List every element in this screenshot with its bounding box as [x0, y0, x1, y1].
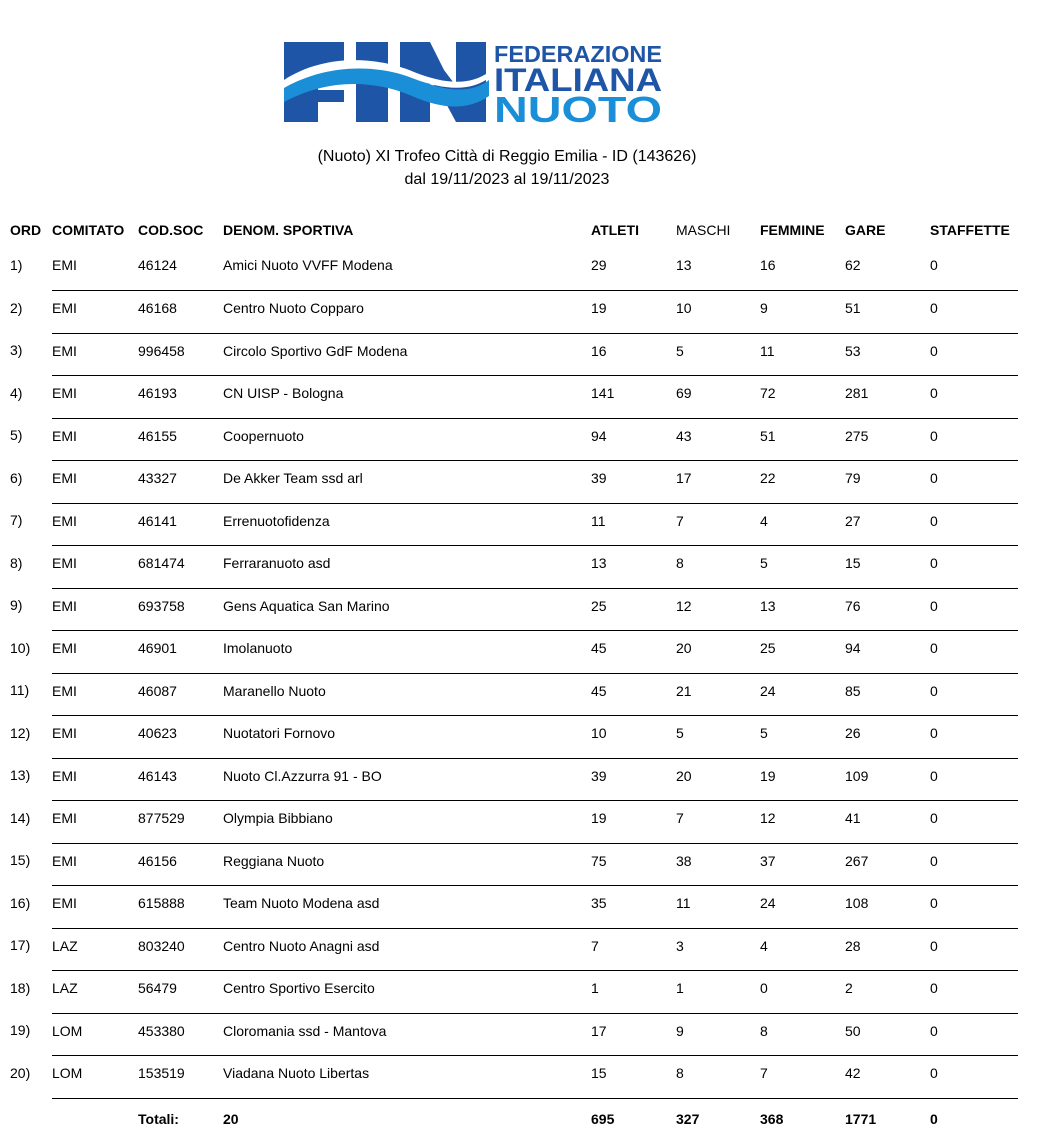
cell-cod-soc: 803240 — [138, 928, 223, 971]
table-row — [10, 928, 1018, 971]
cell-staffette: 0 — [930, 546, 1018, 589]
cell-atleti: 39 — [591, 461, 676, 504]
cell-denom: Nuoto Cl.Azzurra 91 - BO — [223, 758, 591, 801]
cell-maschi: 10 — [676, 291, 760, 334]
table-row — [10, 291, 1018, 334]
table-header — [10, 212, 1018, 248]
totals-atleti: 695 — [591, 1110, 615, 1127]
cell-ord: 15) — [10, 852, 31, 868]
totals-femmine: 368 — [760, 1110, 784, 1127]
cell-cod-soc: 46156 — [138, 843, 223, 886]
cell-gare: 76 — [845, 588, 930, 631]
cell-maschi: 5 — [676, 716, 760, 759]
cell-atleti: 35 — [591, 886, 676, 929]
cell-femmine: 25 — [760, 631, 845, 674]
meet-dates: dal 19/11/2023 al 19/11/2023 — [404, 171, 610, 188]
cell-ord: 7) — [10, 512, 23, 528]
cell-ord: 12) — [10, 724, 31, 741]
cell-ord: 8) — [10, 554, 23, 571]
cell-gare: 108 — [845, 886, 930, 929]
cell-staffette: 0 — [930, 461, 1018, 504]
cell-femmine: 11 — [760, 333, 845, 376]
cell-comitato: EMI — [52, 376, 138, 419]
table-row — [10, 503, 1018, 546]
cell-maschi: 69 — [676, 376, 760, 419]
cell-maschi: 7 — [676, 503, 760, 546]
cell-femmine: 12 — [760, 801, 845, 844]
cell-femmine: 24 — [760, 886, 845, 929]
cell-atleti: 75 — [591, 843, 676, 886]
cell-atleti: 7 — [591, 928, 676, 971]
cell-staffette: 0 — [930, 248, 1018, 291]
cell-atleti: 10 — [591, 716, 676, 759]
cell-staffette: 0 — [930, 673, 1018, 716]
cell-denom: Amici Nuoto VVFF Modena — [223, 248, 591, 291]
cell-cod-soc: 877529 — [138, 801, 223, 844]
cell-femmine: 8 — [760, 1013, 845, 1056]
cell-staffette: 0 — [930, 333, 1018, 376]
cell-ord: 19) — [10, 1022, 31, 1038]
cell-atleti: 141 — [591, 376, 676, 419]
table-row — [10, 1056, 1018, 1099]
totals-societa: 20 — [223, 1110, 239, 1127]
table-row — [10, 758, 1018, 801]
cell-femmine: 4 — [760, 928, 845, 971]
col-denom-sportiva: DENOM. SPORTIVA — [223, 222, 354, 238]
cell-maschi: 17 — [676, 461, 760, 504]
cell-gare: 275 — [845, 418, 930, 461]
table-row — [10, 418, 1018, 461]
cell-comitato: EMI — [52, 461, 138, 504]
cell-cod-soc: 46155 — [138, 418, 223, 461]
logo-text-federazione: FEDERAZIONE — [494, 41, 662, 67]
cell-maschi: 9 — [676, 1013, 760, 1056]
table-row — [10, 248, 1018, 291]
cell-gare: 2 — [845, 971, 930, 1014]
cell-ord: 11) — [10, 682, 30, 698]
table-row — [10, 376, 1018, 419]
cell-staffette: 0 — [930, 843, 1018, 886]
cell-gare: 267 — [845, 843, 930, 886]
cell-femmine: 16 — [760, 248, 845, 291]
cell-atleti: 11 — [591, 503, 676, 546]
cell-femmine: 72 — [760, 376, 845, 419]
cell-ord: 13) — [10, 767, 31, 783]
cell-denom: Cloromania ssd - Mantova — [223, 1013, 591, 1056]
cell-denom: Centro Sportivo Esercito — [223, 971, 591, 1014]
table-row — [10, 631, 1018, 674]
cell-denom: Reggiana Nuoto — [223, 843, 591, 886]
totals-label: Totali: — [138, 1110, 179, 1127]
table-row — [10, 588, 1018, 631]
cell-gare: 42 — [845, 1056, 930, 1099]
cell-staffette: 0 — [930, 1056, 1018, 1099]
cell-femmine: 7 — [760, 1056, 845, 1099]
cell-ord: 14) — [10, 809, 31, 826]
col-comitato: COMITATO — [52, 222, 125, 238]
cell-gare: 109 — [845, 758, 930, 801]
cell-denom: Nuotatori Fornovo — [223, 716, 591, 759]
cell-staffette: 0 — [930, 758, 1018, 801]
cell-gare: 28 — [845, 928, 930, 971]
cell-cod-soc: 153519 — [138, 1056, 223, 1099]
cell-cod-soc: 615888 — [138, 886, 223, 929]
cell-comitato: EMI — [52, 801, 138, 844]
cell-cod-soc: 56479 — [138, 971, 223, 1014]
cell-atleti: 19 — [591, 291, 676, 334]
cell-staffette: 0 — [930, 716, 1018, 759]
cell-staffette: 0 — [930, 588, 1018, 631]
cell-staffette: 0 — [930, 971, 1018, 1014]
cell-staffette: 0 — [930, 886, 1018, 929]
cell-staffette: 0 — [930, 418, 1018, 461]
cell-atleti: 39 — [591, 758, 676, 801]
cell-femmine: 9 — [760, 291, 845, 334]
cell-ord: 17) — [10, 937, 31, 953]
cell-ord: 10) — [10, 639, 31, 656]
table-row — [10, 886, 1018, 929]
cell-comitato: EMI — [52, 546, 138, 589]
cell-femmine: 51 — [760, 418, 845, 461]
cell-denom: Centro Nuoto Anagni asd — [223, 928, 591, 971]
cell-denom: Olympia Bibbiano — [223, 801, 591, 844]
cell-ord: 4) — [10, 384, 23, 401]
col-ord: ORD — [10, 222, 42, 238]
cell-gare: 50 — [845, 1013, 930, 1056]
cell-atleti: 17 — [591, 1013, 676, 1056]
cell-staffette: 0 — [930, 376, 1018, 419]
cell-denom: Ferraranuoto asd — [223, 546, 591, 589]
cell-comitato: EMI — [52, 716, 138, 759]
cell-femmine: 5 — [760, 716, 845, 759]
cell-maschi: 11 — [676, 886, 760, 929]
cell-gare: 15 — [845, 546, 930, 589]
cell-atleti: 15 — [591, 1056, 676, 1099]
cell-cod-soc: 40623 — [138, 716, 223, 759]
cell-atleti: 45 — [591, 631, 676, 674]
cell-ord: 16) — [10, 894, 31, 911]
cell-gare: 51 — [845, 291, 930, 334]
cell-ord: 3) — [10, 342, 23, 358]
cell-denom: Viadana Nuoto Libertas — [223, 1056, 591, 1099]
logo-text-nuoto: NUOTO — [494, 89, 662, 124]
cell-ord: 9) — [10, 597, 23, 613]
table-row — [10, 461, 1018, 504]
col-cod-soc: COD.SOC — [138, 222, 204, 238]
cell-ord: 18) — [10, 979, 31, 996]
cell-staffette: 0 — [930, 1013, 1018, 1056]
cell-femmine: 19 — [760, 758, 845, 801]
cell-denom: Errenuotofidenza — [223, 503, 591, 546]
cell-denom: CN UISP - Bologna — [223, 376, 591, 419]
cell-staffette: 0 — [930, 503, 1018, 546]
table-row — [10, 1013, 1018, 1056]
table-row — [10, 673, 1018, 716]
totals-row — [10, 1098, 1018, 1138]
cell-staffette: 0 — [930, 801, 1018, 844]
cell-ord: 6) — [10, 469, 23, 486]
cell-atleti: 1 — [591, 971, 676, 1014]
cell-maschi: 20 — [676, 631, 760, 674]
totals-staffette: 0 — [930, 1110, 938, 1127]
cell-cod-soc: 453380 — [138, 1013, 223, 1056]
meet-title: (Nuoto) XI Trofeo Città di Reggio Emilia - ID (143626) — [317, 148, 697, 165]
cell-femmine: 22 — [760, 461, 845, 504]
cell-staffette: 0 — [930, 928, 1018, 971]
table-row — [10, 546, 1018, 589]
cell-comitato: EMI — [52, 418, 138, 461]
cell-gare: 62 — [845, 248, 930, 291]
cell-cod-soc: 46141 — [138, 503, 223, 546]
cell-cod-soc: 46087 — [138, 673, 223, 716]
cell-atleti: 29 — [591, 248, 676, 291]
table-row — [10, 801, 1018, 844]
results-table — [10, 212, 1018, 1138]
cell-gare: 85 — [845, 673, 930, 716]
logo-text-italiana: ITALIANA — [494, 62, 662, 98]
cell-maschi: 20 — [676, 758, 760, 801]
cell-gare: 79 — [845, 461, 930, 504]
totals-maschi: 327 — [676, 1110, 700, 1127]
cell-comitato: EMI — [52, 333, 138, 376]
cell-gare: 26 — [845, 716, 930, 759]
cell-maschi: 8 — [676, 546, 760, 589]
cell-cod-soc: 46901 — [138, 631, 223, 674]
cell-cod-soc: 996458 — [138, 333, 223, 376]
cell-staffette: 0 — [930, 631, 1018, 674]
cell-cod-soc: 46124 — [138, 248, 223, 291]
cell-denom: Maranello Nuoto — [223, 673, 591, 716]
cell-staffette: 0 — [930, 291, 1018, 334]
cell-gare: 27 — [845, 503, 930, 546]
cell-maschi: 3 — [676, 928, 760, 971]
cell-cod-soc: 46143 — [138, 758, 223, 801]
cell-maschi: 7 — [676, 801, 760, 844]
cell-maschi: 5 — [676, 333, 760, 376]
col-staffette: STAFFETTE — [930, 222, 1010, 238]
cell-atleti: 25 — [591, 588, 676, 631]
cell-gare: 53 — [845, 333, 930, 376]
cell-comitato: LAZ — [52, 971, 138, 1014]
cell-denom: Circolo Sportivo GdF Modena — [223, 333, 591, 376]
cell-maschi: 43 — [676, 418, 760, 461]
cell-denom: Team Nuoto Modena asd — [223, 886, 591, 929]
cell-femmine: 24 — [760, 673, 845, 716]
cell-cod-soc: 693758 — [138, 588, 223, 631]
cell-maschi: 21 — [676, 673, 760, 716]
cell-gare: 41 — [845, 801, 930, 844]
cell-femmine: 0 — [760, 971, 845, 1014]
cell-comitato: EMI — [52, 588, 138, 631]
col-atleti: ATLETI — [591, 222, 639, 238]
table-row — [10, 971, 1018, 1014]
cell-comitato: EMI — [52, 886, 138, 929]
cell-comitato: EMI — [52, 291, 138, 334]
cell-comitato: LOM — [52, 1056, 138, 1099]
cell-ord: 5) — [10, 427, 23, 443]
table-row — [10, 333, 1018, 376]
col-maschi: MASCHI — [676, 222, 731, 238]
cell-atleti: 16 — [591, 333, 676, 376]
cell-gare: 281 — [845, 376, 930, 419]
col-femmine: FEMMINE — [760, 222, 825, 238]
totals-gare: 1771 — [845, 1110, 877, 1127]
cell-cod-soc: 46168 — [138, 291, 223, 334]
cell-maschi: 13 — [676, 248, 760, 291]
cell-denom: Gens Aquatica San Marino — [223, 588, 591, 631]
cell-denom: Centro Nuoto Copparo — [223, 291, 591, 334]
cell-comitato: EMI — [52, 843, 138, 886]
cell-maschi: 1 — [676, 971, 760, 1014]
cell-femmine: 37 — [760, 843, 845, 886]
cell-atleti: 13 — [591, 546, 676, 589]
table-row — [10, 716, 1018, 759]
cell-gare: 94 — [845, 631, 930, 674]
cell-cod-soc: 43327 — [138, 461, 223, 504]
cell-femmine: 4 — [760, 503, 845, 546]
cell-comitato: EMI — [52, 503, 138, 546]
cell-femmine: 13 — [760, 588, 845, 631]
cell-comitato: EMI — [52, 631, 138, 674]
cell-comitato: LAZ — [52, 928, 138, 971]
table-row — [10, 843, 1018, 886]
cell-denom: Coopernuoto — [223, 418, 591, 461]
cell-ord: 2) — [10, 299, 23, 316]
cell-cod-soc: 46193 — [138, 376, 223, 419]
cell-comitato: EMI — [52, 673, 138, 716]
cell-ord: 20) — [10, 1064, 31, 1081]
cell-atleti: 19 — [591, 801, 676, 844]
cell-maschi: 12 — [676, 588, 760, 631]
cell-ord: 1) — [10, 257, 23, 273]
cell-denom: Imolanuoto — [223, 631, 591, 674]
fin-logo — [284, 40, 664, 124]
cell-atleti: 45 — [591, 673, 676, 716]
cell-atleti: 94 — [591, 418, 676, 461]
cell-comitato: EMI — [52, 758, 138, 801]
cell-maschi: 8 — [676, 1056, 760, 1099]
cell-cod-soc: 681474 — [138, 546, 223, 589]
cell-comitato: LOM — [52, 1013, 138, 1056]
col-gare: GARE — [845, 222, 886, 238]
cell-comitato: EMI — [52, 248, 138, 291]
cell-maschi: 38 — [676, 843, 760, 886]
cell-femmine: 5 — [760, 546, 845, 589]
cell-denom: De Akker Team ssd arl — [223, 461, 591, 504]
